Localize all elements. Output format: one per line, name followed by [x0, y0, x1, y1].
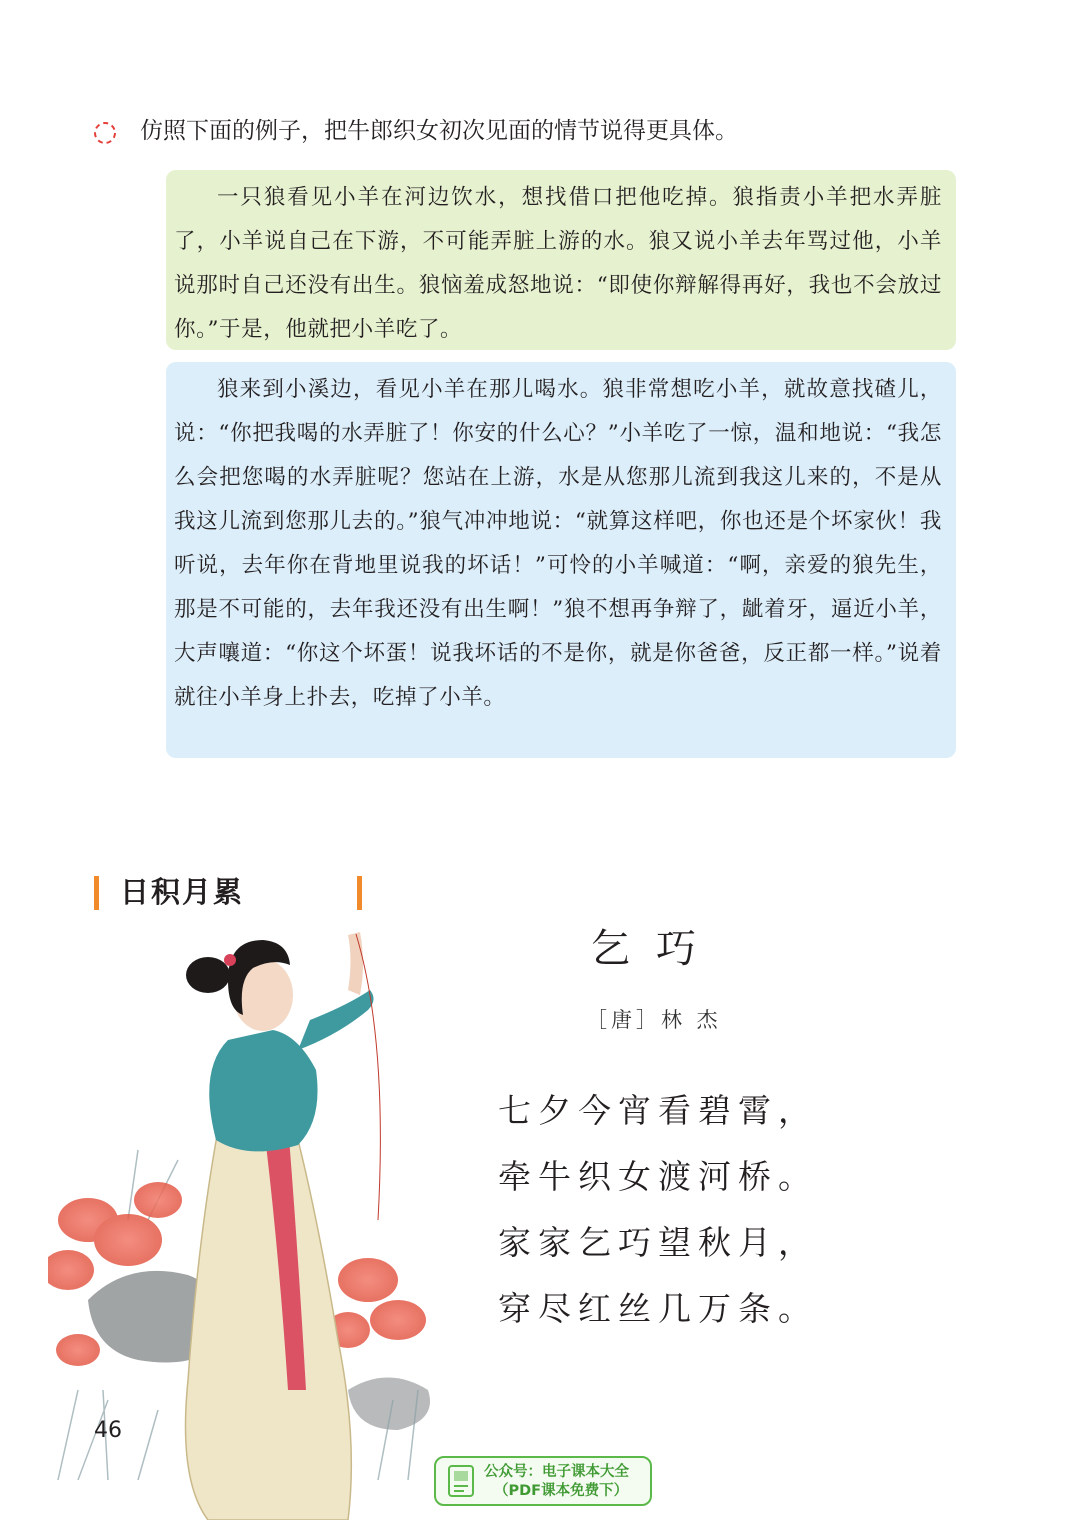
watermark-badge: [434, 1456, 652, 1506]
book-icon: [446, 1464, 476, 1498]
poem-line-1: 七夕今宵看碧霄，: [498, 1091, 818, 1130]
watermark-line-2: （PDF课本免费下）: [494, 1483, 629, 1499]
example-short-box: [166, 170, 956, 350]
poem-line-2: 牵牛织女渡河桥。: [498, 1157, 818, 1196]
poem-author: ［唐］林 杰: [586, 1008, 722, 1032]
section-bar-left: [94, 876, 99, 910]
poem-lines: [498, 1078, 818, 1342]
poem-line-4: 穿尽红丝几万条。: [498, 1289, 818, 1328]
dashed-circle-icon: [92, 120, 118, 146]
poem-title: 乞巧: [590, 926, 722, 972]
watermark-line-1: 公众号：电子课本大全: [484, 1464, 629, 1480]
example-short-text: 一只狼看见小羊在河边饮水，想找借口把他吃掉。狼指责小羊把水弄脏了，小羊说自己在下游，不可能弄脏上游的水。狼又说小羊去年骂过他，小羊说那时自己还没有出生。狼恼羞成怒地说：“即使你辩解得再好，我也不会放过你。”于是，他就把小羊吃了。: [174, 185, 942, 342]
exercise-instruction: 仿照下面的例子，把牛郎织女初次见面的情节说得更具体。: [140, 118, 738, 144]
section-bar-right: [357, 876, 362, 910]
section-title: 日积月累: [120, 875, 245, 909]
page-number: 46: [94, 1418, 122, 1443]
example-long-box: [166, 362, 956, 758]
poem-line-3: 家家乞巧望秋月，: [498, 1223, 818, 1262]
example-long-text: 狼来到小溪边，看见小羊在那儿喝水。狼非常想吃小羊，就故意找碴儿，说：“你把我喝的水弄脏了！你安的什么心？”小羊吃了一惊，温和地说：“我怎么会把您喝的水弄脏呢？您站在上游，水是从您那儿流到我这儿来的，不是从我这儿流到您那儿去的。”狼气冲冲地说：“就算这样吧，你也还是个坏家伙！我听说，去年你在背地里说我的坏话！”可怜的小羊喊道：“啊，亲爱的狼先生，那是不可能的，去年我还没有出生啊！”狼不想再争辩了，龇着牙，逼近小羊，大声嚷道：“你这个坏蛋！说我坏话的不是你，就是你爸爸，反正都一样。”说着就往小羊身上扑去，吃掉了小羊。: [174, 377, 942, 710]
